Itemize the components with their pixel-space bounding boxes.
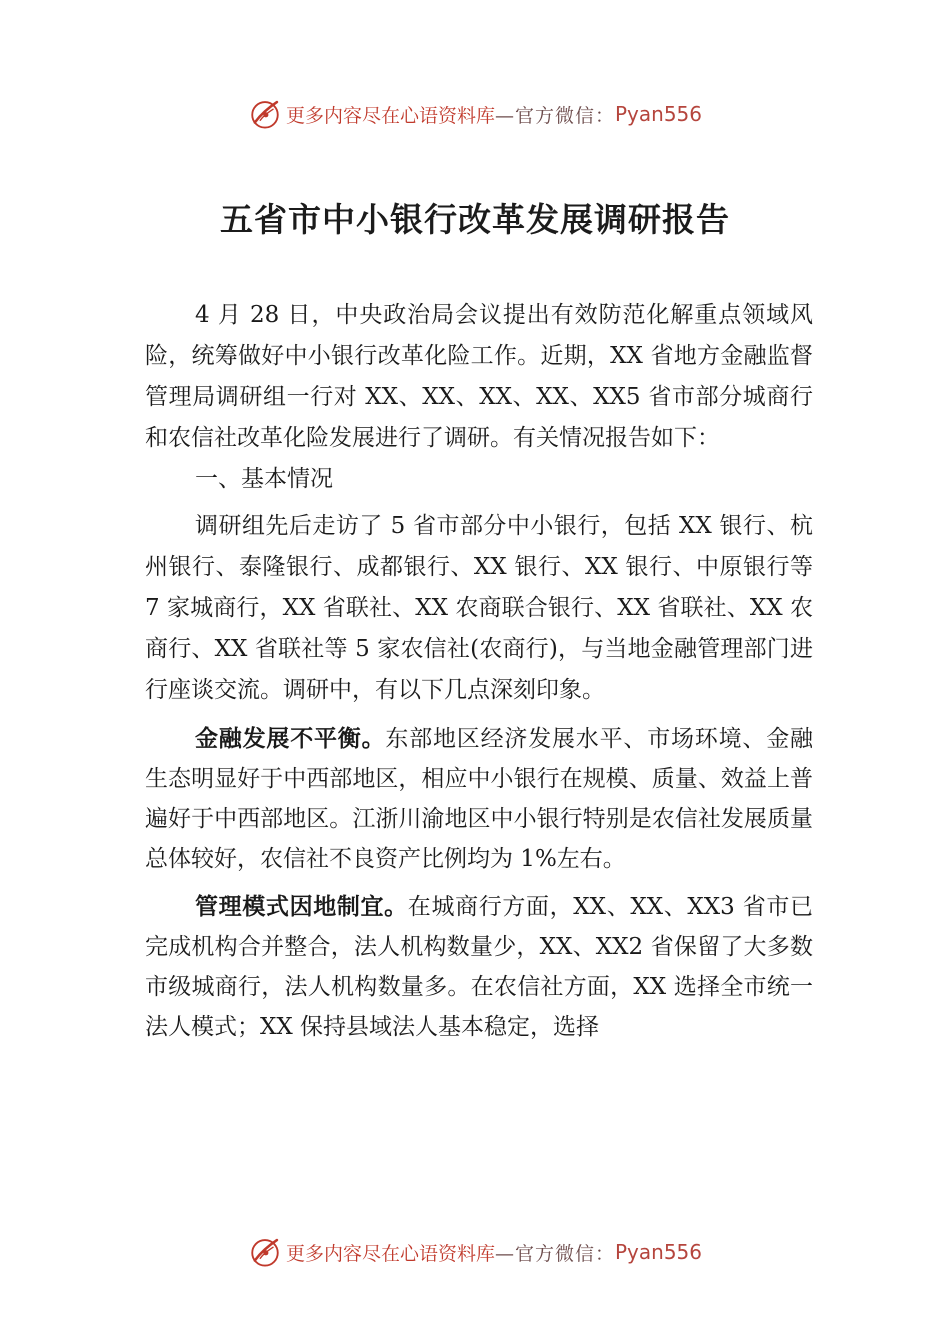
document-title: 五省市中小银行改革发展调研报告 (220, 200, 730, 239)
header-watermark (0, 94, 950, 134)
point-body-management: 在城商行方面，XX、XX、XX3 省市已完成机构合并整合，法人机构数量少，XX、XX2 省保留了大多数市级城商行，法人机构数量多。在农信社方面，XX 选择全市统一法人模式；XX 保持县域法人基本稳定，选择 (145, 894, 813, 1040)
watermark-site-text: 更多内容尽在心语资料库 (285, 1242, 495, 1265)
point-paragraph-imbalance (145, 719, 813, 879)
watermark-official-label: —官方微信： (494, 1242, 615, 1265)
watermark-wechat-id: Pyan556 (615, 1240, 703, 1264)
watermark-site-text: 更多内容尽在心语资料库 (285, 104, 495, 127)
section-paragraph-basic: 调研组先后走访了 5 省市部分中小银行，包括 XX 银行、杭州银行、泰隆银行、成都银行、XX 银行、XX 银行、中原银行等 7 家城商行，XX 省联社、XX 农商联合银行、XX 省联社、XX 农商行、XX 省联社等 5 家农信社(农商行)，与当地金融管理部门进行座谈交流。调研中，有以下几点深刻印象。 (145, 513, 813, 703)
footer-watermark (0, 1232, 950, 1272)
point-paragraph-management (145, 887, 813, 1047)
section-heading-basic: 一、基本情况 (195, 466, 333, 492)
intro-paragraph: 4 月 28 日，中央政治局会议提出有效防范化解重点领域风险，统筹做好中小银行改革化险工作。近期，XX 省地方金融监督管理局调研组一行对 XX、XX、XX、XX、XX5 省市部分城商行和农信社改革化险发展进行了调研。有关情况报告如下： (145, 302, 813, 451)
point-lead-management: 管理模式因地制宜。 (195, 894, 408, 920)
point-body-imbalance: 东部地区经济发展水平、市场环境、金融生态明显好于中西部地区，相应中小银行在规模、质量、效益上普遍好于中西部地区。江浙川渝地区中小银行特别是农信社发展质量总体较好，农信社不良资产比例均为 1%左右。 (145, 726, 814, 872)
pen-logo-icon (248, 97, 282, 131)
pen-logo-icon (248, 1235, 282, 1269)
document-body (145, 295, 813, 1047)
point-lead-imbalance: 金融发展不平衡。 (195, 726, 386, 752)
watermark-official-label: —官方微信： (494, 104, 615, 127)
watermark-wechat-id: Pyan556 (615, 102, 703, 126)
